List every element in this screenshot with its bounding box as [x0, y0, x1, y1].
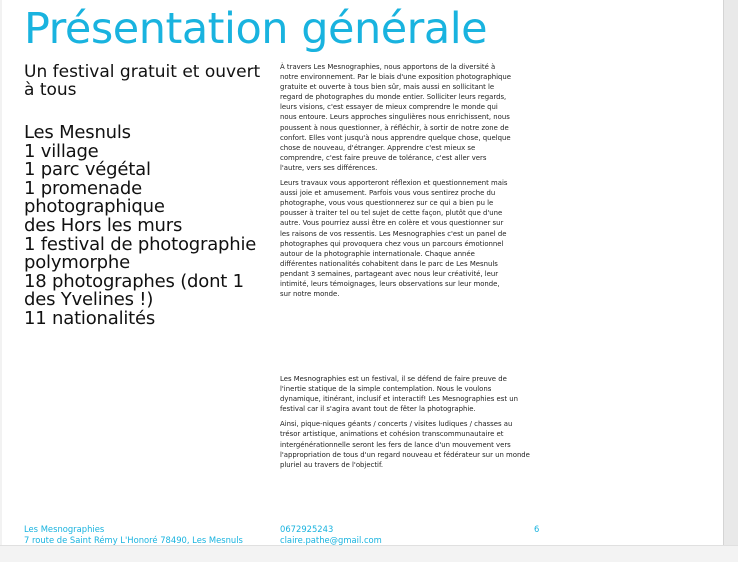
footer-contact-block	[280, 524, 382, 545]
page-edge-left	[0, 0, 2, 562]
page-title: Présentation générale	[24, 4, 488, 54]
page-edge-right	[723, 0, 738, 562]
fact-item: 1 parc végétal	[24, 159, 151, 181]
footer-phone: 0672925243	[280, 524, 334, 534]
page-edge-bottom	[0, 545, 738, 562]
festival-text-column	[280, 374, 530, 475]
fact-item: Les Mesnuls	[24, 122, 131, 143]
page-subtitle: Un festival gratuit et ouvert à tous	[24, 62, 261, 100]
body-paragraph: Leurs travaux vous apporteront réflexion et questionnement mais aussi joie et amusement. Parfois vous vous sentirez proche du photographe, vous vous questionnerez sur ce qui a bien pu le pousser à traiter tel ou tel sujet de cette façon, plutôt que d'une autre. Vous pourriez aussi être en colère et vous questionner sur les raisons de vos ressentis. Les Mesnographies c'est un panel de photographes qui provoquera chez vous un parcours émotionnel autour de la photographie internationale. Chaque année différentes nationalités cohabitent dans le parc de Les Mesnuls pendant 3 semaines, partageant avec nous leur créativité, leur intimité, leurs témoignages, leurs observations sur leur monde, sur notre monde.	[280, 179, 508, 299]
footer-address: 7 route de Saint Rémy L'Honoré 78490, Les Mesnuls	[24, 534, 243, 545]
footer-address-block	[24, 524, 243, 545]
fact-item: 11 nationalités	[24, 307, 156, 329]
fact-item: 18 photographes (dont 1 des Yvelines !)	[24, 270, 244, 311]
footer-org-name: Les Mesnographies	[24, 524, 105, 534]
body-paragraph: À travers Les Mesnographies, nous apportons de la diversité à notre environnement. Par le biais d'une exposition photographique gratuite et ouverte à tous bien sûr, mais aussi en sollicitant le regard de photographes du monde entier. Solliciter leurs regards, leurs visions, c'est essayer de mieux comprendre le monde qui nous entoure. Leurs approches singulières nous enrichissent, nous poussent à nous questionner, à réfléchir, à sortir de notre zone de confort. Elles vont jusqu'à nous apprendre quelque chose, quelque chose de nouveau, d'étranger. Apprendre c'est mieux se comprendre, c'est faire preuve de tolérance, c'est aller vers l'autre, vers ses différences.	[280, 63, 511, 172]
fact-item: 1 village	[24, 140, 99, 162]
body-paragraph: Les Mesnographies est un festival, il se défend de faire preuve de l'inertie statique de la simple contemplation. Nous le voulons dynamique, itinérant, inclusif et interactif! Les Mesnographies est un festival car il s'agira avant tout de fêter la photographie.	[280, 375, 518, 414]
page-number: 6	[534, 524, 540, 534]
footer-email: claire.pathe@gmail.com	[280, 534, 382, 545]
facts-list	[24, 124, 269, 329]
intro-text-column	[280, 62, 512, 304]
fact-item: 1 promenade photographique	[24, 177, 165, 218]
body-paragraph: Ainsi, pique-niques géants / concerts / visites ludiques / chasses au trésor artistique, animations et cohésion transcommunautaire et intergénérationnelle seront les fers de lance d'un mouvement vers l'appropriation de tous d'un regard nouveau et fédérateur sur un monde pluriel au travers de l'objectif.	[280, 420, 530, 469]
fact-item: des Hors les murs	[24, 214, 183, 236]
fact-item: 1 festival de photographie polymorphe	[24, 233, 257, 274]
